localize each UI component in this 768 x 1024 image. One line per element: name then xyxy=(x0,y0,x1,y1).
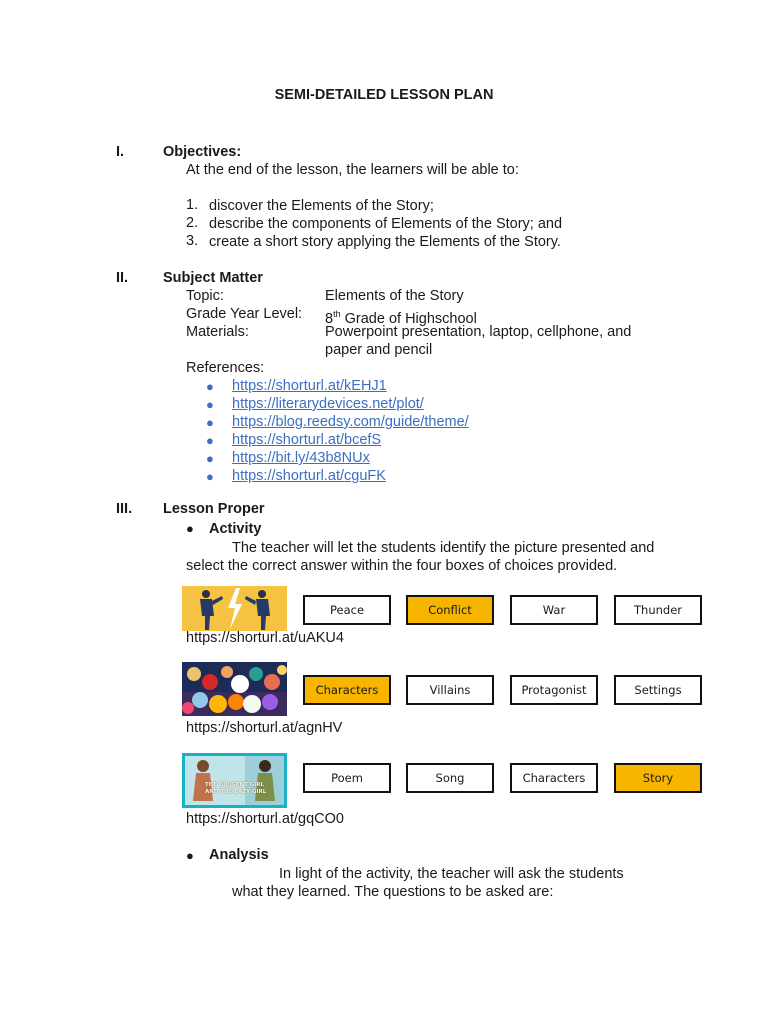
reference-link[interactable]: https://literarydevices.net/plot/ xyxy=(232,396,424,412)
reference-link[interactable]: https://blog.reedsy.com/guide/theme/ xyxy=(232,414,469,430)
characters-picture xyxy=(182,662,287,716)
choice-box-poem[interactable]: Poem xyxy=(303,763,391,793)
objective-number: 2. xyxy=(186,215,199,231)
picture-source-url: https://shorturl.at/agnHV xyxy=(186,720,343,736)
bullet-icon: ● xyxy=(186,848,194,863)
story-picture-caption: THE DILIGENT GIRL AND THE LAZY GIRL xyxy=(205,782,267,795)
reference-link[interactable]: https://bit.ly/43b8NUx xyxy=(232,450,370,466)
choice-box-characters[interactable]: Characters xyxy=(303,675,391,705)
section-numeral-1: I. xyxy=(116,144,125,160)
objective-number: 3. xyxy=(186,233,199,249)
choice-box-war[interactable]: War xyxy=(510,595,598,625)
section-numeral-3: III. xyxy=(116,501,133,517)
bullet-icon: ● xyxy=(186,521,194,536)
choice-box-villains[interactable]: Villains xyxy=(406,675,494,705)
topic-label: Topic: xyxy=(186,288,224,304)
objective-item: create a short story applying the Elements of the Story. xyxy=(209,234,561,250)
activity-text-line2: select the correct answer within the four boxes of choices provided. xyxy=(186,558,618,574)
objective-number: 1. xyxy=(186,197,199,213)
choice-box-settings[interactable]: Settings xyxy=(614,675,702,705)
objectives-intro: At the end of the lesson, the learners will be able to: xyxy=(186,162,519,178)
picture-source-url: https://shorturl.at/gqCO0 xyxy=(186,811,344,827)
bullet-icon: ● xyxy=(206,469,214,484)
objective-item: discover the Elements of the Story; xyxy=(209,198,434,214)
reference-link[interactable]: https://shorturl.at/bcefS xyxy=(232,432,382,448)
materials-value-line1: Powerpoint presentation, laptop, cellphone, and xyxy=(325,324,632,340)
references-label: References: xyxy=(186,360,265,376)
document-title: SEMI-DETAILED LESSON PLAN xyxy=(274,87,494,103)
choice-box-story[interactable]: Story xyxy=(614,763,702,793)
choice-box-characters-2[interactable]: Characters xyxy=(510,763,598,793)
activity-heading: Activity xyxy=(209,521,262,537)
objective-item: describe the components of Elements of the Story; and xyxy=(209,216,563,232)
materials-label: Materials: xyxy=(186,324,249,340)
bullet-icon: ● xyxy=(206,379,214,394)
subject-matter-heading: Subject Matter xyxy=(163,270,263,286)
choice-box-thunder[interactable]: Thunder xyxy=(614,595,702,625)
lesson-proper-heading: Lesson Proper xyxy=(163,501,265,517)
choice-box-song[interactable]: Song xyxy=(406,763,494,793)
analysis-heading: Analysis xyxy=(209,847,269,863)
choice-box-conflict[interactable]: Conflict xyxy=(406,595,494,625)
choice-box-peace[interactable]: Peace xyxy=(303,595,391,625)
bullet-icon: ● xyxy=(206,451,214,466)
grade-label: Grade Year Level: xyxy=(186,306,303,322)
reference-link[interactable]: https://shorturl.at/cguFK xyxy=(232,468,386,484)
bullet-icon: ● xyxy=(206,433,214,448)
materials-value-line2: paper and pencil xyxy=(325,342,433,358)
choice-box-protagonist[interactable]: Protagonist xyxy=(510,675,598,705)
conflict-picture xyxy=(182,586,287,631)
reference-link[interactable]: https://shorturl.at/kEHJ1 xyxy=(232,378,387,394)
topic-value: Elements of the Story xyxy=(325,288,464,304)
analysis-text-line1: In light of the activity, the teacher will ask the students xyxy=(279,866,624,882)
bullet-icon: ● xyxy=(206,397,214,412)
picture-source-url: https://shorturl.at/uAKU4 xyxy=(186,630,344,646)
section-numeral-2: II. xyxy=(116,270,129,286)
objectives-heading: Objectives: xyxy=(163,144,242,160)
story-picture xyxy=(182,753,287,808)
bullet-icon: ● xyxy=(206,415,214,430)
analysis-text-line2: what they learned. The questions to be asked are: xyxy=(232,884,554,900)
activity-text-line1: The teacher will let the students identify the picture presented and xyxy=(232,540,655,556)
grade-value: 8th Grade of Highschool xyxy=(325,309,477,327)
